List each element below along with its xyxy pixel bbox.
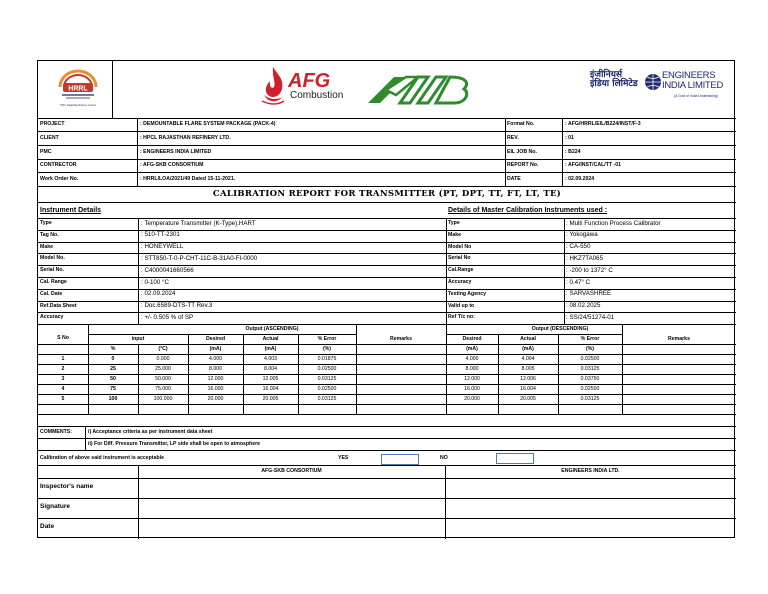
table-cell-desc_des: 20.000 [464, 396, 480, 402]
master-label: Cal.Range [448, 267, 474, 274]
table-cell-desc_err: 0.02500 [580, 386, 600, 392]
table-cell-desc_act: 8.005 [521, 366, 535, 372]
work-order-value: : HRRL/LOA/2021/49 Dated 15-11-2021. [140, 176, 236, 182]
asc-desired-header: Desired [205, 336, 226, 342]
instrument-value: : C4000041660566 [141, 266, 194, 274]
pmc-value: : ENGINEERS INDIA LIMITED [140, 149, 212, 155]
table-cell-sno: 5 [61, 396, 65, 402]
table-cell-asc_err: 0.03125 [317, 396, 337, 402]
unit-ma-2: (mA) [264, 346, 277, 352]
no-label: NO [440, 455, 448, 461]
report-title: CALIBRATION REPORT FOR TRANSMITTER (PT, DPT, TT, FT, LT, TE) [212, 189, 562, 199]
eil-inspector-field[interactable] [446, 479, 735, 497]
unit-ma-4: (mA) [522, 346, 534, 352]
rev-label: REV. [507, 135, 519, 141]
table-cell-asc_act: 16.004 [262, 386, 279, 392]
afg-signature-field[interactable] [139, 499, 444, 517]
table-cell-asc_act: 20.005 [262, 396, 279, 402]
instrument-label: Model No. [40, 255, 65, 262]
unit-degc: (°C) [158, 346, 168, 352]
table-cell-pct: 0 [111, 356, 115, 362]
table-cell-asc_des: 8.000 [209, 366, 222, 372]
instrument-label: Type [40, 220, 52, 226]
master-value: : 0.47° C [566, 278, 591, 286]
table-cell-asc_des: 12.000 [207, 376, 224, 382]
instrument-label: Make [40, 243, 53, 250]
table-cell-desc_act: 16.004 [520, 386, 536, 392]
afg-skb-org: AFG-SKB CONSORTIUM [261, 468, 322, 474]
master-value: : Yokogawa [566, 231, 598, 239]
master-label: Model No [448, 243, 472, 250]
instrument-label: Accuracy [40, 314, 64, 321]
signature-label: Signature [40, 503, 70, 510]
pmc-label: PMC [40, 149, 52, 155]
eil-logo: इंजीनियर्स इंडिया लिमिटेड ENGINEERS INDIA LIMITED (A Govt of India Undertaking) [590, 70, 724, 98]
desc-actual-header: Actual [520, 336, 536, 342]
contractor-label: CONTRECTOR [40, 162, 77, 168]
instrument-value: : 02.09.2024 [141, 290, 176, 298]
afg-date-field[interactable] [139, 519, 444, 538]
table-cell-asc_des: 16.000 [207, 386, 224, 392]
yes-checkbox[interactable] [381, 454, 419, 465]
eil-job-value: : B224 [565, 149, 581, 155]
table-cell-degc: 25.000 [155, 366, 171, 372]
table-cell-asc_err: 0.02500 [317, 386, 337, 392]
instrument-value: : HONEYWELL [141, 243, 184, 251]
master-value: : -200 to 1372° C [566, 266, 613, 274]
table-cell-desc_des: 16.000 [464, 386, 480, 392]
table-cell-pct: 50 [110, 376, 116, 382]
calibration-report-sheet [37, 60, 735, 538]
table-cell-pct: 75 [110, 386, 116, 392]
instrument-label: Cal. Range [40, 279, 67, 285]
project-label: PROJECT [40, 121, 65, 127]
input-header: input [131, 336, 145, 342]
table-cell-asc_err: 0.01875 [317, 356, 337, 362]
comment-line-1: i) Acceptance criteria as per instrument data sheet [88, 429, 213, 435]
table-cell-asc_err: 0.02500 [317, 366, 337, 372]
instrument-value: : 0-100 °C [141, 278, 169, 286]
instrument-heading: Instrument Details [40, 207, 102, 214]
table-cell-desc_des: 8.000 [465, 366, 479, 372]
date-label: DATE [507, 176, 521, 182]
master-label: Valid up to [448, 302, 475, 309]
svg-text:HRRL: HRRL [68, 85, 88, 93]
format-value: : AFG/HRRL/EIL/B224/INST/F-3 [565, 121, 641, 127]
table-cell-pct: 25 [110, 366, 116, 372]
yes-label: YES [338, 455, 349, 461]
table-cell-sno: 2 [61, 366, 65, 372]
client-label: CLIENT [40, 135, 59, 141]
unit-ma-1: (mA) [209, 346, 222, 352]
asc-actual-header: Actual [262, 336, 279, 342]
inspector-name-label: Inspector's name [40, 483, 94, 490]
output-desc-header: Output (DESCENDING) [531, 326, 589, 332]
table-cell-degc: 50.000 [155, 376, 171, 382]
instrument-label: Serial No. [40, 267, 64, 274]
report-value: : AFG/INST/CAL/TT -01 [565, 162, 622, 168]
rev-value: : 01 [565, 135, 574, 141]
comments-label: COMMENTS: [40, 429, 72, 435]
remarks-desc-header: Remarks [668, 336, 690, 342]
contractor-value: : AFG-SKB CONSORTIUM [140, 162, 204, 168]
master-value: : HKZ7TA065 [566, 255, 604, 262]
instrument-value: : +/- 0.505 % of SP [141, 314, 194, 321]
unit-err-2: (%) [585, 346, 595, 352]
master-value: : 08.02.2025 [566, 302, 601, 310]
output-asc-header: Output (ASCENDING) [245, 326, 299, 332]
table-cell-degc: 100.000 [153, 396, 173, 402]
instrument-label: Ref.Data Sheet [40, 302, 77, 309]
skb-logo [366, 73, 472, 107]
instrument-value: : 510-TT-2301 [141, 231, 180, 239]
instrument-value: : STT850-T-0-P-CHT-11C-B-31A0-FI-0000 [141, 255, 258, 262]
unit-err-1: (%) [322, 346, 332, 352]
master-value: : CA-550 [566, 243, 591, 251]
table-cell-desc_err: 0.03750 [580, 376, 600, 382]
format-label: Format No. [507, 121, 535, 127]
master-value: : SARVASHREE [566, 290, 612, 298]
instrument-value: : Doc.6589-DTS-TT Rev.3 [141, 302, 213, 310]
date-sign-label: Date [40, 523, 55, 530]
remarks-asc-header: Remarks [390, 336, 412, 342]
skb-chevrons-icon [366, 73, 472, 107]
project-value: : DEMOUNTABLE FLARE SYSTEM PACKAGE (PACK-4) [140, 121, 276, 127]
table-cell-desc_err: 0.03125 [580, 396, 600, 402]
afg-flame-icon [258, 65, 288, 105]
table-cell-desc_des: 4.000 [465, 356, 479, 362]
table-cell-asc_err: 0.03125 [317, 376, 337, 382]
table-cell-sno: 4 [61, 386, 65, 392]
afg-inspector-field[interactable] [139, 479, 444, 497]
report-label: REPORT No. [507, 162, 539, 168]
instrument-value: : Temperature Transmitter (K-Type),HART [141, 219, 256, 227]
unit-ma-3: (mA) [466, 346, 478, 352]
unit-pct: % [110, 346, 116, 352]
table-cell-degc: 75.000 [155, 386, 171, 392]
master-label: Serial No [448, 255, 471, 262]
master-label: Testing Agency [448, 290, 487, 297]
hrrl-logo: HRRL HPCL Rajasthan Refinery Limited [54, 67, 102, 113]
eil-signature-field[interactable] [446, 499, 735, 517]
sno-header: S No [57, 335, 69, 341]
master-heading: Details of Master Calibration Instruments used : [448, 207, 608, 214]
table-cell-asc_act: 4.003 [264, 356, 277, 362]
instrument-label: Cal. Date [40, 290, 63, 297]
table-cell-asc_act: 8.004 [264, 366, 277, 372]
eil-date-field[interactable] [446, 519, 735, 538]
master-label: Accuracy [448, 279, 472, 285]
table-cell-asc_act: 12.005 [262, 376, 279, 382]
table-cell-desc_act: 12.006 [520, 376, 536, 382]
table-cell-sno: 3 [61, 376, 65, 382]
afg-logo: AFG Combustion [258, 65, 354, 111]
table-cell-pct: 100 [108, 396, 118, 402]
master-label: Make [448, 231, 461, 238]
acceptance-text: Calibration of above said instrument is acceptable [40, 455, 164, 461]
comment-line-2: ii) For Diff. Pressure Transmitter, LP side shall be open to atmosphere [88, 441, 260, 447]
master-label: Ref T/c no: [448, 314, 475, 321]
client-value: : HPCL RAJASTHAN REFINERY LTD. [140, 135, 231, 141]
table-cell-sno: 1 [61, 356, 65, 362]
table-cell-degc: 0.000 [156, 356, 170, 362]
table-cell-desc_des: 12.000 [464, 376, 480, 382]
no-checkbox[interactable] [496, 453, 534, 464]
table-cell-desc_err: 0.02500 [580, 356, 600, 362]
desc-error-header: % Error [580, 336, 600, 342]
master-value: : Multi Function Process Calibrator [566, 219, 661, 227]
instrument-label: Tag No. [40, 231, 59, 238]
work-order-label: Work Order No. [40, 176, 79, 182]
eil-globe-icon [644, 73, 662, 91]
table-cell-desc_act: 20.005 [520, 396, 536, 402]
table-cell-asc_des: 20.000 [207, 396, 224, 402]
hrrl-emblem-icon [54, 67, 102, 103]
table-cell-desc_err: 0.03125 [580, 366, 600, 372]
master-label: Type [448, 220, 460, 226]
date-value: : 02.09.2024 [565, 176, 595, 182]
master-value: : SS/24/51274-01 [566, 314, 615, 321]
eil-org: ENGINEERS INDIA LTD. [561, 468, 620, 474]
asc-error-header: % Error [317, 336, 337, 342]
desc-desired-header: Desired [462, 336, 482, 342]
eil-job-label: EIL JOB No. [507, 149, 537, 155]
table-cell-asc_des: 4.000 [209, 356, 222, 362]
table-cell-desc_act: 4.004 [521, 356, 535, 362]
